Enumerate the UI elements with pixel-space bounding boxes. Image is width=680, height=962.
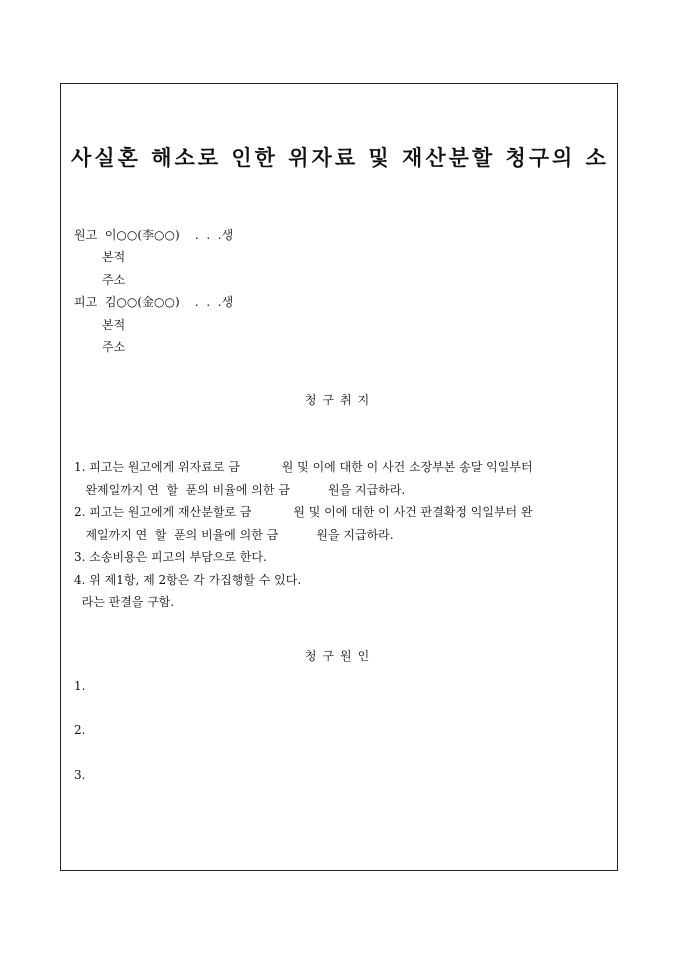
defendant-line: 피고 김○○(金○○) . . .생: [74, 295, 234, 309]
claim-purpose-item: 3. 소송비용은 피고의 부담으로 한다.: [74, 550, 267, 564]
claim-purpose-conclusion: 라는 판결을 구함.: [74, 595, 175, 609]
claim-purpose-item: 4. 위 제1항, 제 2항은 각 가집행할 수 있다.: [74, 573, 302, 587]
claim-purpose-heading: 청구취지: [304, 393, 376, 407]
claim-cause-item: 1.: [74, 679, 86, 693]
defendant-domicile-label: 본적: [102, 318, 126, 332]
document-title: 사실혼 해소로 인한 위자료 및 재산분할 청구의 소: [71, 145, 609, 170]
claim-purpose-item: 완제일까지 연 할 푼의 비율에 의한 금 원을 지급하라.: [74, 483, 406, 497]
defendant-address-label: 주소: [102, 340, 126, 354]
plaintiff-domicile-label: 본적: [102, 250, 126, 264]
document-frame: [60, 83, 618, 871]
claim-purpose-item: 제일까지 연 할 푼의 비율에 의한 금 원을 지급하라.: [74, 528, 394, 542]
claim-purpose-item: 2. 피고는 원고에게 재산분할로 금 원 및 이에 대한 이 사건 판결확정 익일부터 완: [74, 505, 533, 519]
claim-cause-item: 2.: [74, 723, 86, 737]
claim-cause-item: 3.: [74, 768, 86, 782]
claim-cause-heading: 청구원인: [304, 649, 376, 663]
plaintiff-address-label: 주소: [102, 273, 126, 287]
plaintiff-line: 원고 이○○(李○○) . . .생: [74, 228, 234, 242]
claim-purpose-item: 1. 피고는 원고에게 위자료로 금 원 및 이에 대한 이 사건 소장부본 송달 익일부터: [74, 460, 533, 474]
